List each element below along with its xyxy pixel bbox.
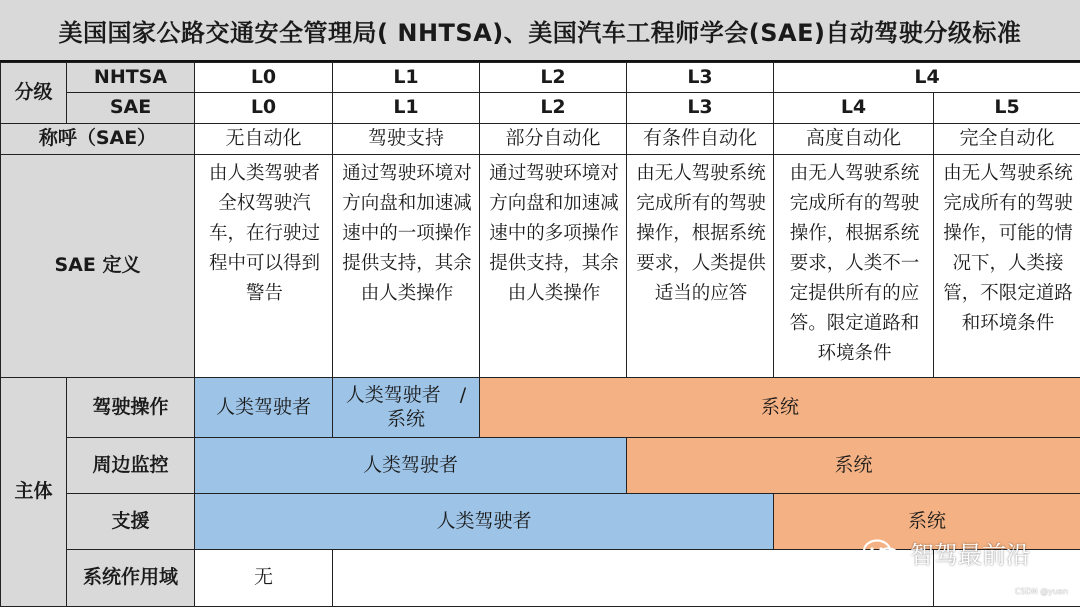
domain-none-cell: 无 bbox=[195, 550, 333, 607]
sae-row bbox=[1, 93, 1080, 124]
driving-row bbox=[1, 378, 1080, 438]
definition-row bbox=[1, 155, 1080, 378]
driving-l0-cell: 人类驾驶者 bbox=[195, 378, 333, 438]
level-definition: 由无人驾驶系统完成所有的驾驶操作，根据系统要求，人类不一定提供所有的应答。限定道路和环境条件 bbox=[774, 155, 934, 378]
nhtsa-label: NHTSA bbox=[67, 63, 195, 93]
monitoring-label: 周边监控 bbox=[67, 438, 195, 494]
levels-table bbox=[0, 62, 1080, 607]
sae-label: SAE bbox=[67, 93, 195, 124]
source-tag: CSDN @yuan bbox=[1015, 587, 1068, 596]
driving-system-cell: 系统 bbox=[480, 378, 1080, 438]
level-name: 无自动化 bbox=[195, 124, 333, 155]
name-label: 称呼（SAE） bbox=[1, 124, 195, 155]
watermark bbox=[862, 535, 1030, 570]
nhtsa-row bbox=[1, 63, 1080, 93]
level-definition: 由人类驾驶者全权驾驶汽车，在行驶过程中可以得到警告 bbox=[195, 155, 333, 378]
level-definition: 由无人驾驶系统完成所有的驾驶操作，可能的情况下，人类接管，不限定道路和环境条件 bbox=[934, 155, 1080, 378]
driving-label: 驾驶操作 bbox=[67, 378, 195, 438]
level-name: 高度自动化 bbox=[774, 124, 934, 155]
driving-l1-cell bbox=[333, 378, 480, 438]
page-title: 美国国家公路交通安全管理局( NHTSA)、美国汽车工程师学会(SAE)自动驾驶分级标准 bbox=[0, 0, 1080, 62]
level-definition: 通过驾驶环境对方向盘和加速减速中的一项操作提供支持，其余由人类操作 bbox=[333, 155, 480, 378]
nhtsa-level: L2 bbox=[480, 63, 627, 93]
domain-label: 系统作用域 bbox=[67, 550, 195, 607]
driving-l1-line2: 系统 bbox=[333, 408, 479, 432]
level-name: 有条件自动化 bbox=[627, 124, 774, 155]
sae-level: L1 bbox=[333, 93, 480, 124]
sae-level: L3 bbox=[627, 93, 774, 124]
level-label: 分级 bbox=[1, 63, 67, 124]
level-definition: 由无人驾驶系统完成所有的驾驶操作，根据系统要求，人类提供适当的应答 bbox=[627, 155, 774, 378]
level-name: 完全自动化 bbox=[934, 124, 1080, 155]
name-row bbox=[1, 124, 1080, 155]
support-human-cell: 人类驾驶者 bbox=[195, 494, 774, 550]
sae-level: L5 bbox=[934, 93, 1080, 124]
sae-level: L0 bbox=[195, 93, 333, 124]
level-name: 驾驶支持 bbox=[333, 124, 480, 155]
monitoring-human-cell: 人类驾驶者 bbox=[195, 438, 627, 494]
definition-label: SAE 定义 bbox=[1, 155, 195, 378]
sae-level: L4 bbox=[774, 93, 934, 124]
nhtsa-level: L3 bbox=[627, 63, 774, 93]
watermark-text: 智驾最前沿 bbox=[910, 535, 1030, 570]
sae-level: L2 bbox=[480, 93, 627, 124]
nhtsa-level: L1 bbox=[333, 63, 480, 93]
support-label: 支援 bbox=[67, 494, 195, 550]
nhtsa-level: L4 bbox=[774, 63, 1080, 93]
subject-label: 主体 bbox=[1, 378, 67, 607]
level-definition: 通过驾驶环境对方向盘和加速减速中的多项操作提供支持，其余由人类操作 bbox=[480, 155, 627, 378]
driving-l1-line1: 人类驾驶者 / bbox=[333, 384, 479, 408]
nhtsa-level: L0 bbox=[195, 63, 333, 93]
domain-limited-cell bbox=[333, 550, 934, 607]
support-system-cell: 系统 bbox=[774, 494, 1080, 550]
monitoring-system-cell: 系统 bbox=[627, 438, 1080, 494]
wechat-icon bbox=[862, 538, 902, 568]
level-name: 部分自动化 bbox=[480, 124, 627, 155]
monitoring-row bbox=[1, 438, 1080, 494]
